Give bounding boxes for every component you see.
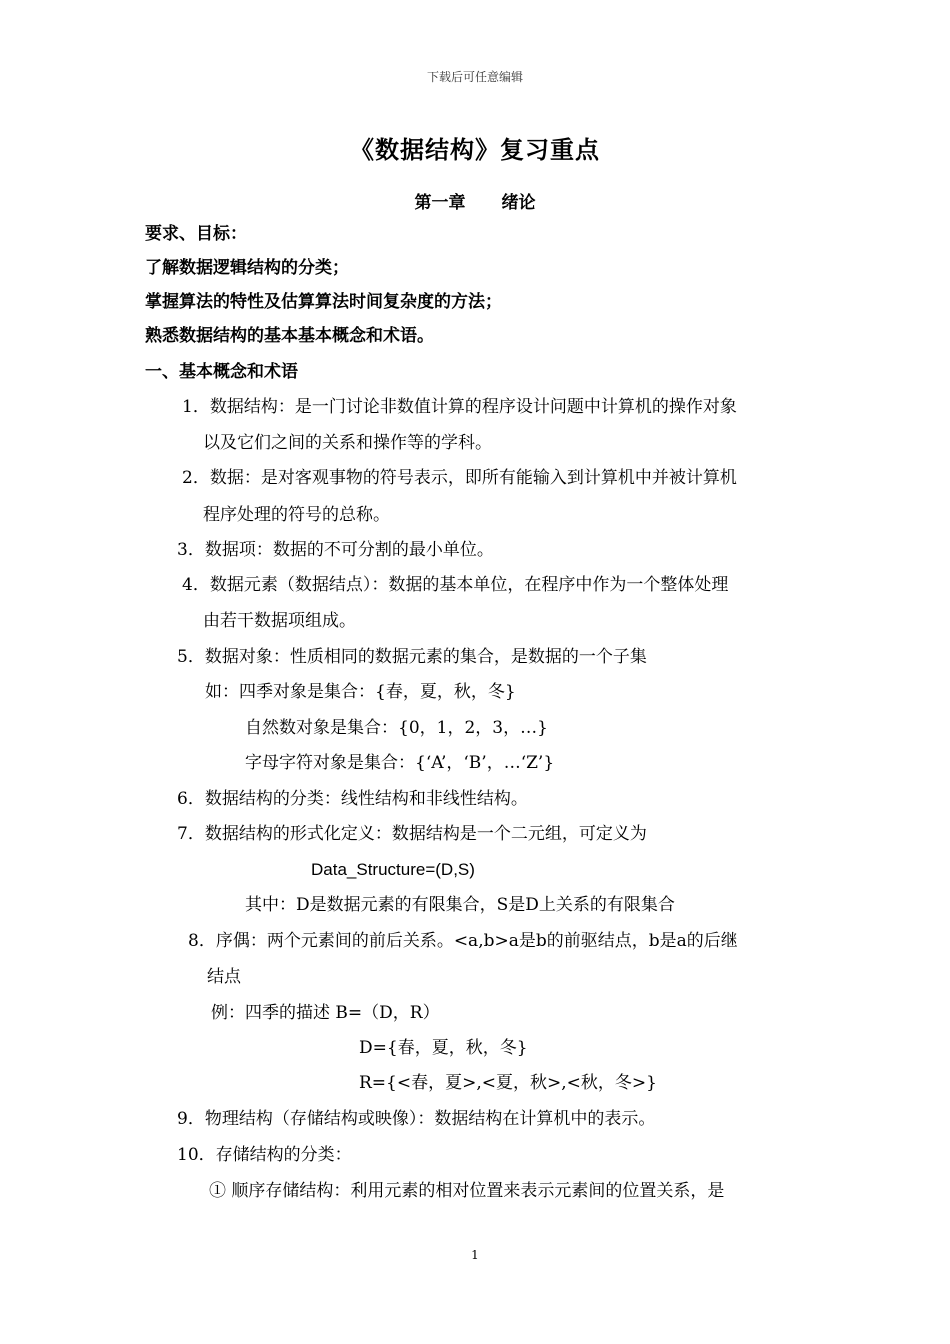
- term-line: 3．数据项：数据的不可分割的最小单位。: [177, 540, 494, 560]
- requirement-item: 了解数据逻辑结构的分类；: [145, 258, 349, 278]
- example-line: D={春，夏，秋，冬}: [359, 1038, 528, 1058]
- term-line: 程序处理的符号的总称。: [203, 505, 390, 525]
- requirements-heading: 要求、目标：: [145, 224, 247, 244]
- term-line: 8．序偶：两个元素间的前后关系。<a,b>a是b的前驱结点，b是a的后继: [188, 931, 738, 951]
- term-line: 2．数据：是对客观事物的符号表示，即所有能输入到计算机中并被计算机: [182, 468, 737, 488]
- requirement-item: 熟悉数据结构的基本基本概念和术语。: [145, 326, 434, 346]
- example-line: 字母字符对象是集合：{‘A’，‘B’，…‘Z’}: [245, 753, 555, 773]
- chapter-number: 第一章: [414, 193, 466, 213]
- term-line: 结点: [207, 967, 241, 987]
- chapter-name: 绪论: [501, 193, 536, 213]
- term-line: 9．物理结构（存储结构或映像）：数据结构在计算机中的表示。: [177, 1109, 656, 1129]
- term-line: 4．数据元素（数据结点）：数据的基本单位，在程序中作为一个整体处理: [182, 575, 729, 595]
- page-header-note: 下载后可任意编辑: [426, 70, 523, 84]
- term-line: 由若干数据项组成。: [203, 611, 356, 631]
- example-line: 如：四季对象是集合：{春，夏，秋，冬}: [205, 682, 516, 702]
- requirement-item: 掌握算法的特性及估算算法时间复杂度的方法；: [145, 292, 502, 312]
- term-line: 5．数据对象：性质相同的数据元素的集合，是数据的一个子集: [177, 647, 647, 667]
- formula-line: Data_Structure=(D,S): [311, 860, 475, 879]
- term-line: 10．存储结构的分类：: [177, 1145, 352, 1165]
- term-line: 1．数据结构：是一门讨论非数值计算的程序设计问题中计算机的操作对象: [182, 397, 737, 417]
- term-line: 6．数据结构的分类：线性结构和非线性结构。: [177, 789, 528, 809]
- document-title: 《数据结构》复习重点: [350, 135, 600, 164]
- chapter-heading: [0, 188, 950, 213]
- term-line: ① 顺序存储结构：利用元素的相对位置来表示元素间的位置关系，是: [209, 1181, 725, 1201]
- page-number: 1: [471, 1248, 479, 1262]
- example-line: 自然数对象是集合：{0，1，2，3，…}: [245, 718, 548, 738]
- example-line: 例：四季的描述 B=（D，R）: [211, 1003, 440, 1023]
- section-heading: 一、基本概念和术语: [145, 362, 298, 382]
- example-line: R={<春，夏>,<夏，秋>,<秋，冬>}: [359, 1073, 657, 1093]
- term-line: 7．数据结构的形式化定义：数据结构是一个二元组，可定义为: [177, 824, 647, 844]
- example-line: 其中：D是数据元素的有限集合，S是D上关系的有限集合: [245, 895, 675, 915]
- term-line: 以及它们之间的关系和操作等的学科。: [203, 433, 492, 453]
